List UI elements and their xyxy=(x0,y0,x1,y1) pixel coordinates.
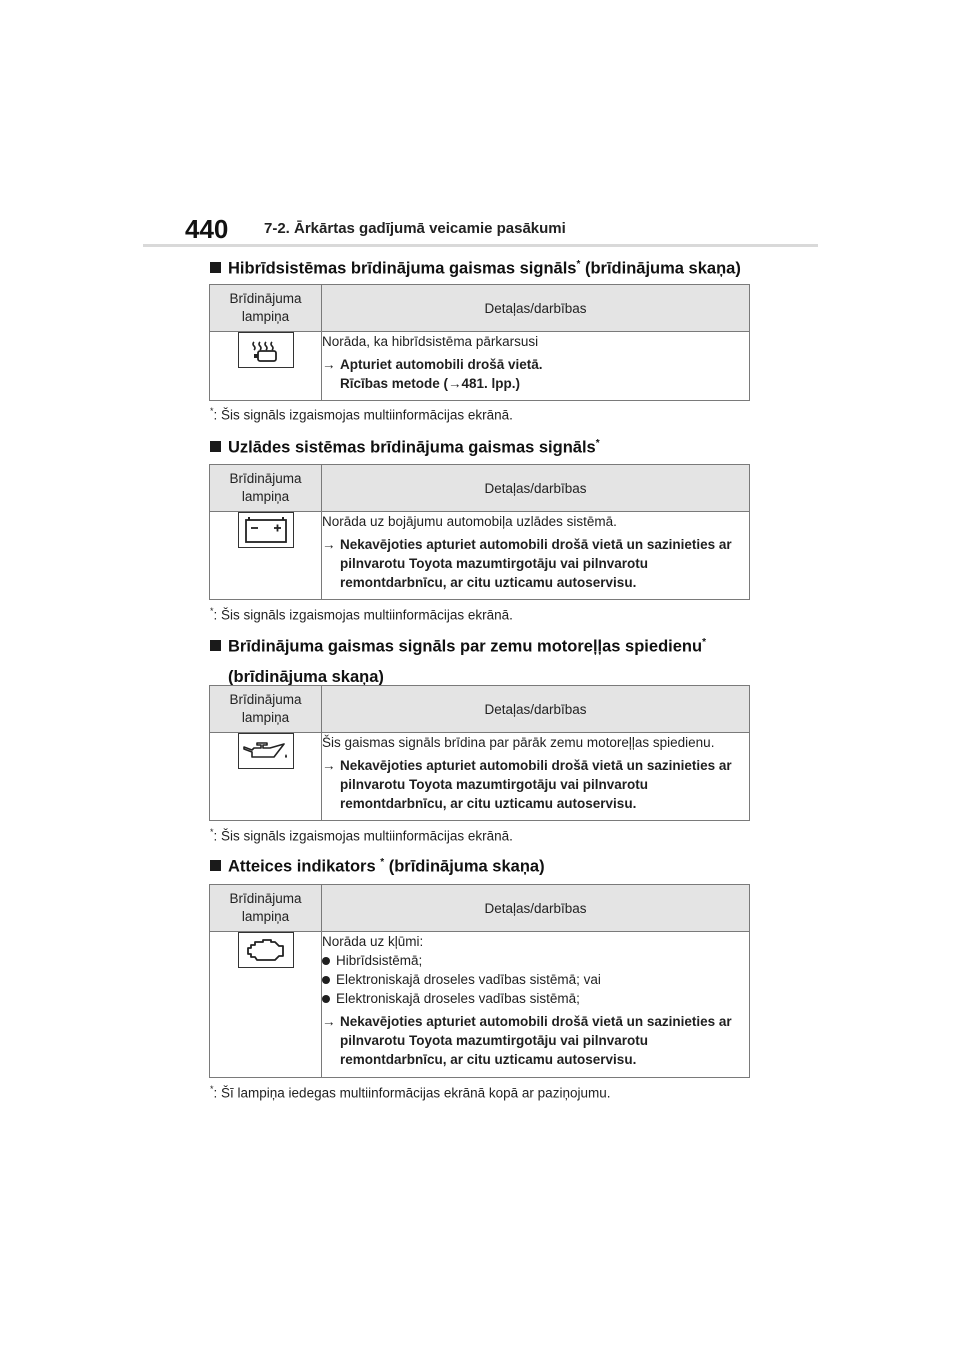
details-cell xyxy=(322,332,750,401)
list-item: Elektroniskajā droseles vadības sistēmā; xyxy=(322,989,749,1008)
footnote: *: Šis signāls izgaismojas multiinformācijas ekrānā. xyxy=(210,406,513,423)
check-engine-icon xyxy=(238,932,294,968)
details-cell xyxy=(322,932,750,1078)
page-number: 440 xyxy=(185,214,229,244)
action-text: → Apturiet automobili drošā vietā. Rīcības metode (→481. lpp.) xyxy=(322,357,543,391)
action-text: → Nekavējoties apturiet automobili drošā vietā un sazinieties ar pilnvarotu Toyota mazumtirgotāju vai pilnvarotu remontdarbnīcu, ar citu uzticamu autoservisu. xyxy=(322,537,732,590)
section-title-oil-pressure: Brīdinājuma gaismas signāls par zemu motoreļļas spiedienu* (brīdinājuma skaņa) xyxy=(210,632,706,688)
page-header xyxy=(0,0,960,250)
warning-table-charging xyxy=(209,464,750,600)
description-text: Šis gaismas signāls brīdina par pārāk zemu motoreļļas spiedienu. xyxy=(322,735,715,750)
details-cell xyxy=(322,733,750,821)
section-title-charging: Uzlādes sistēmas brīdinājuma gaismas signāls* xyxy=(210,433,600,459)
oil-can-icon xyxy=(238,733,294,769)
warning-table-malfunction xyxy=(209,884,750,1078)
column-header-details: Detaļas/darbības xyxy=(322,465,750,512)
footnote: *: Šis signāls izgaismojas multiinformācijas ekrānā. xyxy=(210,606,513,623)
column-header-lamp: Brīdinājuma lampiņa xyxy=(210,285,322,332)
square-bullet-icon xyxy=(210,262,221,273)
footnote: *: Šī lampiņa iedegas multiinformācijas ekrānā kopā ar paziņojumu. xyxy=(210,1084,611,1101)
header-divider xyxy=(143,244,818,247)
action-text: → Nekavējoties apturiet automobili drošā vietā un sazinieties ar pilnvarotu Toyota mazumtirgotāju vai pilnvarotu remontdarbnīcu, ar citu uzticamu autoservisu. xyxy=(322,758,732,811)
description-text: Norāda, ka hibrīdsistēma pārkarsusi xyxy=(322,334,539,349)
action-text: → Nekavējoties apturiet automobili drošā vietā un sazinieties ar pilnvarotu Toyota mazumtirgotāju vai pilnvarotu remontdarbnīcu, ar citu uzticamu autoservisu. xyxy=(322,1014,732,1067)
description-text: Norāda uz kļūmi: xyxy=(322,934,424,949)
details-cell xyxy=(322,512,750,600)
section-title-malfunction: Atteices indikators * (brīdinājuma skaņa) xyxy=(210,852,545,878)
footnote: *: Šis signāls izgaismojas multiinformācijas ekrānā. xyxy=(210,827,513,844)
warning-table-oil-pressure xyxy=(209,685,750,821)
column-header-details: Detaļas/darbības xyxy=(322,686,750,733)
hybrid-system-overheat-icon xyxy=(238,332,294,368)
battery-icon xyxy=(238,512,294,548)
square-bullet-icon xyxy=(210,860,221,871)
section-title-hybrid: Hibrīdsistēmas brīdinājuma gaismas signāls* (brīdinājuma skaņa) xyxy=(210,254,741,280)
description-text: Norāda uz bojājumu automobiļa uzlādes sistēmā. xyxy=(322,514,617,529)
column-header-details: Detaļas/darbības xyxy=(322,285,750,332)
column-header-lamp: Brīdinājuma lampiņa xyxy=(210,885,322,932)
column-header-lamp: Brīdinājuma lampiņa xyxy=(210,465,322,512)
column-header-lamp: Brīdinājuma lampiņa xyxy=(210,686,322,733)
list-item: Hibrīdsistēmā; xyxy=(322,951,749,970)
column-header-details: Detaļas/darbības xyxy=(322,885,750,932)
square-bullet-icon xyxy=(210,441,221,452)
chapter-title: 7-2. Ārkārtas gadījumā veicamie pasākumi xyxy=(264,220,566,237)
list-item: Elektroniskajā droseles vadības sistēmā; vai xyxy=(322,970,749,989)
warning-table-hybrid xyxy=(209,284,750,401)
square-bullet-icon xyxy=(210,640,221,651)
